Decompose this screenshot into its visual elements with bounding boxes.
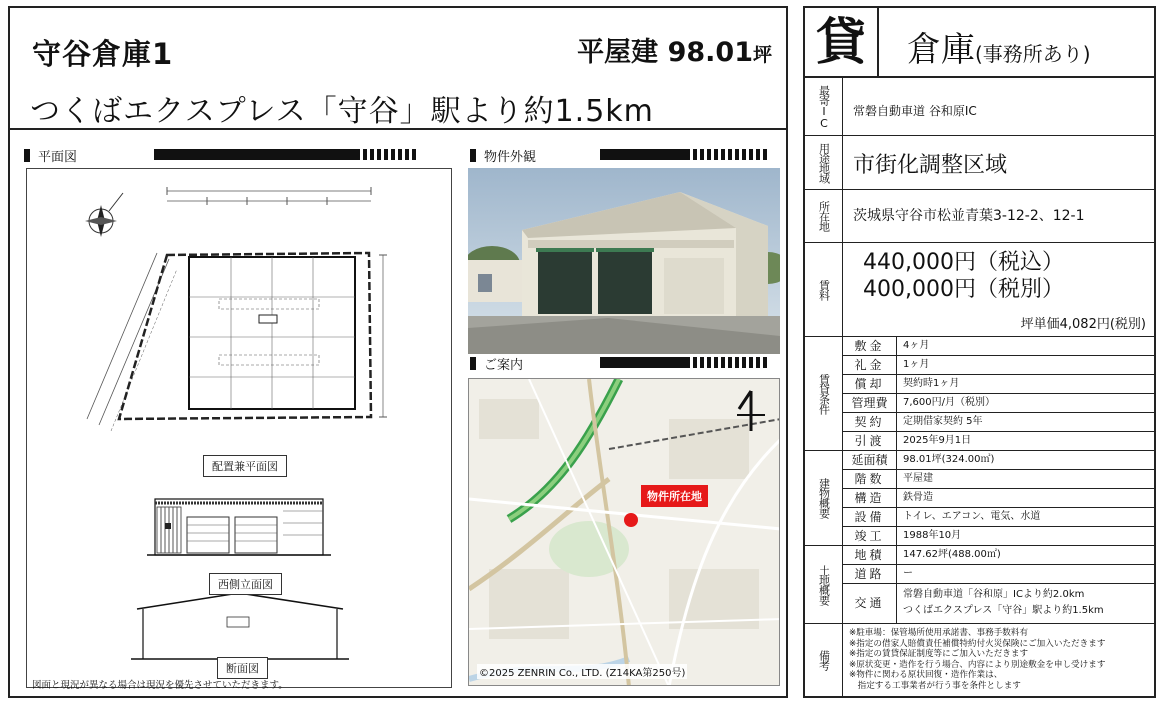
remarks-label: 備考 (805, 624, 843, 696)
zoning-value: 市街化調整区域 (853, 153, 1008, 178)
nearest-ic-value: 常磐自動車道 谷和原IC (853, 104, 977, 118)
floor-plan-svg (27, 169, 451, 687)
exterior-photo (468, 168, 780, 354)
section-caption: 断面図 (217, 657, 268, 679)
property-location-icon (624, 513, 638, 527)
section-exterior-label: 物件外観 (484, 150, 537, 165)
zoning-label: 用途地域 (805, 136, 843, 189)
lease-item-value: 契約時1ヶ月 (903, 378, 960, 389)
property-location-label: 物件所在地 (641, 485, 708, 507)
section-floor-plan-label: 平面図 (38, 150, 78, 165)
section-decor-bar (154, 149, 416, 160)
building-item-label: 竣工 (843, 527, 897, 545)
elevation-caption: 西側立面図 (209, 573, 282, 595)
building-item-label: 延面積 (843, 451, 897, 469)
lease-item (843, 394, 1154, 413)
flyer-main-panel (8, 6, 788, 698)
property-type-header (805, 8, 1154, 78)
land-label: 土地概要 (805, 546, 843, 623)
property-type-main: 倉庫 (907, 30, 975, 70)
row-nearest-ic (805, 78, 1154, 136)
rent-with-tax: 440,000円（税込） (863, 250, 1064, 275)
row-location (805, 190, 1154, 243)
row-building (805, 451, 1154, 546)
north-arrow-icon (85, 193, 123, 237)
building-item (843, 527, 1154, 546)
row-rent (805, 243, 1154, 337)
area-map (468, 378, 780, 686)
building-item-label: 階数 (843, 470, 897, 488)
traffic-label: 交通 (843, 584, 897, 623)
lease-item-label: 管理費 (843, 394, 897, 412)
property-info-panel (803, 6, 1156, 698)
building-size-unit: 坪 (752, 44, 772, 66)
remark-line: ※指定の借家人賠償責任補償特約付火災保険にご加入いただきます (849, 638, 1106, 649)
remark-line: ※物件に関わる原状回復・造作作業は、 (849, 670, 1003, 681)
land-traffic (843, 584, 1154, 623)
building-item-value: トイレ、エアコン、電気、水道 (903, 511, 1041, 522)
remark-line: ※指定の賃貸保証制度等にご加入いただきます (849, 649, 1029, 660)
building-item-label: 設備 (843, 508, 897, 526)
building-size-value: 平屋建 98.01 (577, 37, 753, 68)
lease-item-label: 引渡 (843, 432, 897, 450)
warehouse-photo-svg (468, 168, 780, 354)
lease-item-label: 償却 (843, 375, 897, 393)
building-item-value: 1988年10月 (903, 530, 962, 541)
land-item (843, 565, 1154, 584)
building-label: 建物概要 (805, 451, 843, 545)
building-item-label: 構造 (843, 489, 897, 507)
lease-item (843, 356, 1154, 375)
section-marker (24, 149, 30, 162)
traffic-line-2: つくばエクスプレス「守谷」駅より約1.5km (903, 605, 1104, 616)
row-zoning (805, 136, 1154, 190)
property-type-sub: (事務所あり) (975, 42, 1091, 66)
remark-line: ※駐車場：保管場所使用承諾書、事務手数料有 (849, 628, 1029, 638)
lease-item-label: 礼金 (843, 356, 897, 374)
rent-unit-price: 坪単価4,082円(税別) (1020, 317, 1146, 332)
section-marker (470, 149, 476, 162)
land-item-value: 147.62坪(488.00㎡) (903, 549, 1001, 560)
plan-disclaimer: 図面と現況が異なる場合は現況を優先させていただきます。 (32, 680, 288, 691)
section-exterior (470, 146, 536, 165)
lease-item (843, 337, 1154, 356)
location-value: 茨城県守谷市松並青葉3-12-2、12-1 (853, 208, 1085, 224)
title-block (10, 8, 786, 130)
section-decor-bar (600, 357, 767, 368)
location-label: 所在地 (805, 190, 843, 242)
section-guide (470, 354, 523, 373)
map-svg (469, 379, 780, 686)
site-plan-caption: 配置兼平面図 (203, 455, 287, 477)
building-item-value: 鉄骨造 (903, 492, 933, 503)
map-copyright: ©2025 ZENRIN Co., LTD. (Z14KA第250号) (477, 664, 687, 679)
remarks-list (849, 628, 1105, 692)
building-item (843, 470, 1154, 489)
traffic-line-1: 常磐自動車道「谷和原」ICより約2.0km (903, 589, 1085, 600)
property-name: 守谷倉庫1 (32, 37, 174, 71)
section-decor-bar (600, 149, 767, 160)
building-item-value: 平屋建 (903, 473, 933, 484)
lease-item-label: 契約 (843, 413, 897, 431)
nearest-ic-label: 最寄IC (805, 78, 843, 135)
access-headline: つくばエクスプレス「守谷」駅より約1.5km (30, 94, 654, 129)
remark-line: ※原状変更・造作を行う場合、内容により別途敷金を申し受けます (849, 659, 1106, 670)
lease-item (843, 432, 1154, 451)
lease-item-value: 1ヶ月 (903, 359, 930, 370)
land-item (843, 546, 1154, 565)
section-marker (470, 357, 476, 370)
section-floor-plan (24, 146, 77, 165)
lease-item (843, 413, 1154, 432)
row-lease-terms (805, 337, 1154, 451)
building-item (843, 489, 1154, 508)
row-land (805, 546, 1154, 624)
building-item-value: 98.01坪(324.00㎡) (903, 454, 995, 465)
property-type (907, 22, 1091, 71)
lease-item-value: 定期借家契約 5年 (903, 416, 983, 427)
building-item (843, 451, 1154, 470)
section-guide-label: ご案内 (484, 358, 524, 373)
rent-without-tax: 400,000円（税別） (863, 277, 1064, 302)
floor-plan-drawing (26, 168, 452, 688)
lease-item-label: 敷金 (843, 337, 897, 355)
rent-badge: 貸 (805, 8, 879, 76)
lease-item-value: 2025年9月1日 (903, 435, 972, 446)
rent-label: 賃料 (805, 243, 843, 336)
lease-item-value: 4ヶ月 (903, 340, 930, 351)
land-item-label: 道路 (843, 565, 897, 583)
remark-line: 指定する工事業者が行う事を条件とします (849, 680, 1021, 691)
land-item-value: ー (903, 568, 913, 579)
land-item-label: 地積 (843, 546, 897, 564)
lease-item-value: 7,600円/月（税別） (903, 397, 995, 408)
building-item (843, 508, 1154, 527)
row-remarks (805, 624, 1154, 696)
lease-terms-label: 賃貸条件 (805, 337, 843, 450)
lease-item (843, 375, 1154, 394)
building-size (577, 30, 772, 69)
